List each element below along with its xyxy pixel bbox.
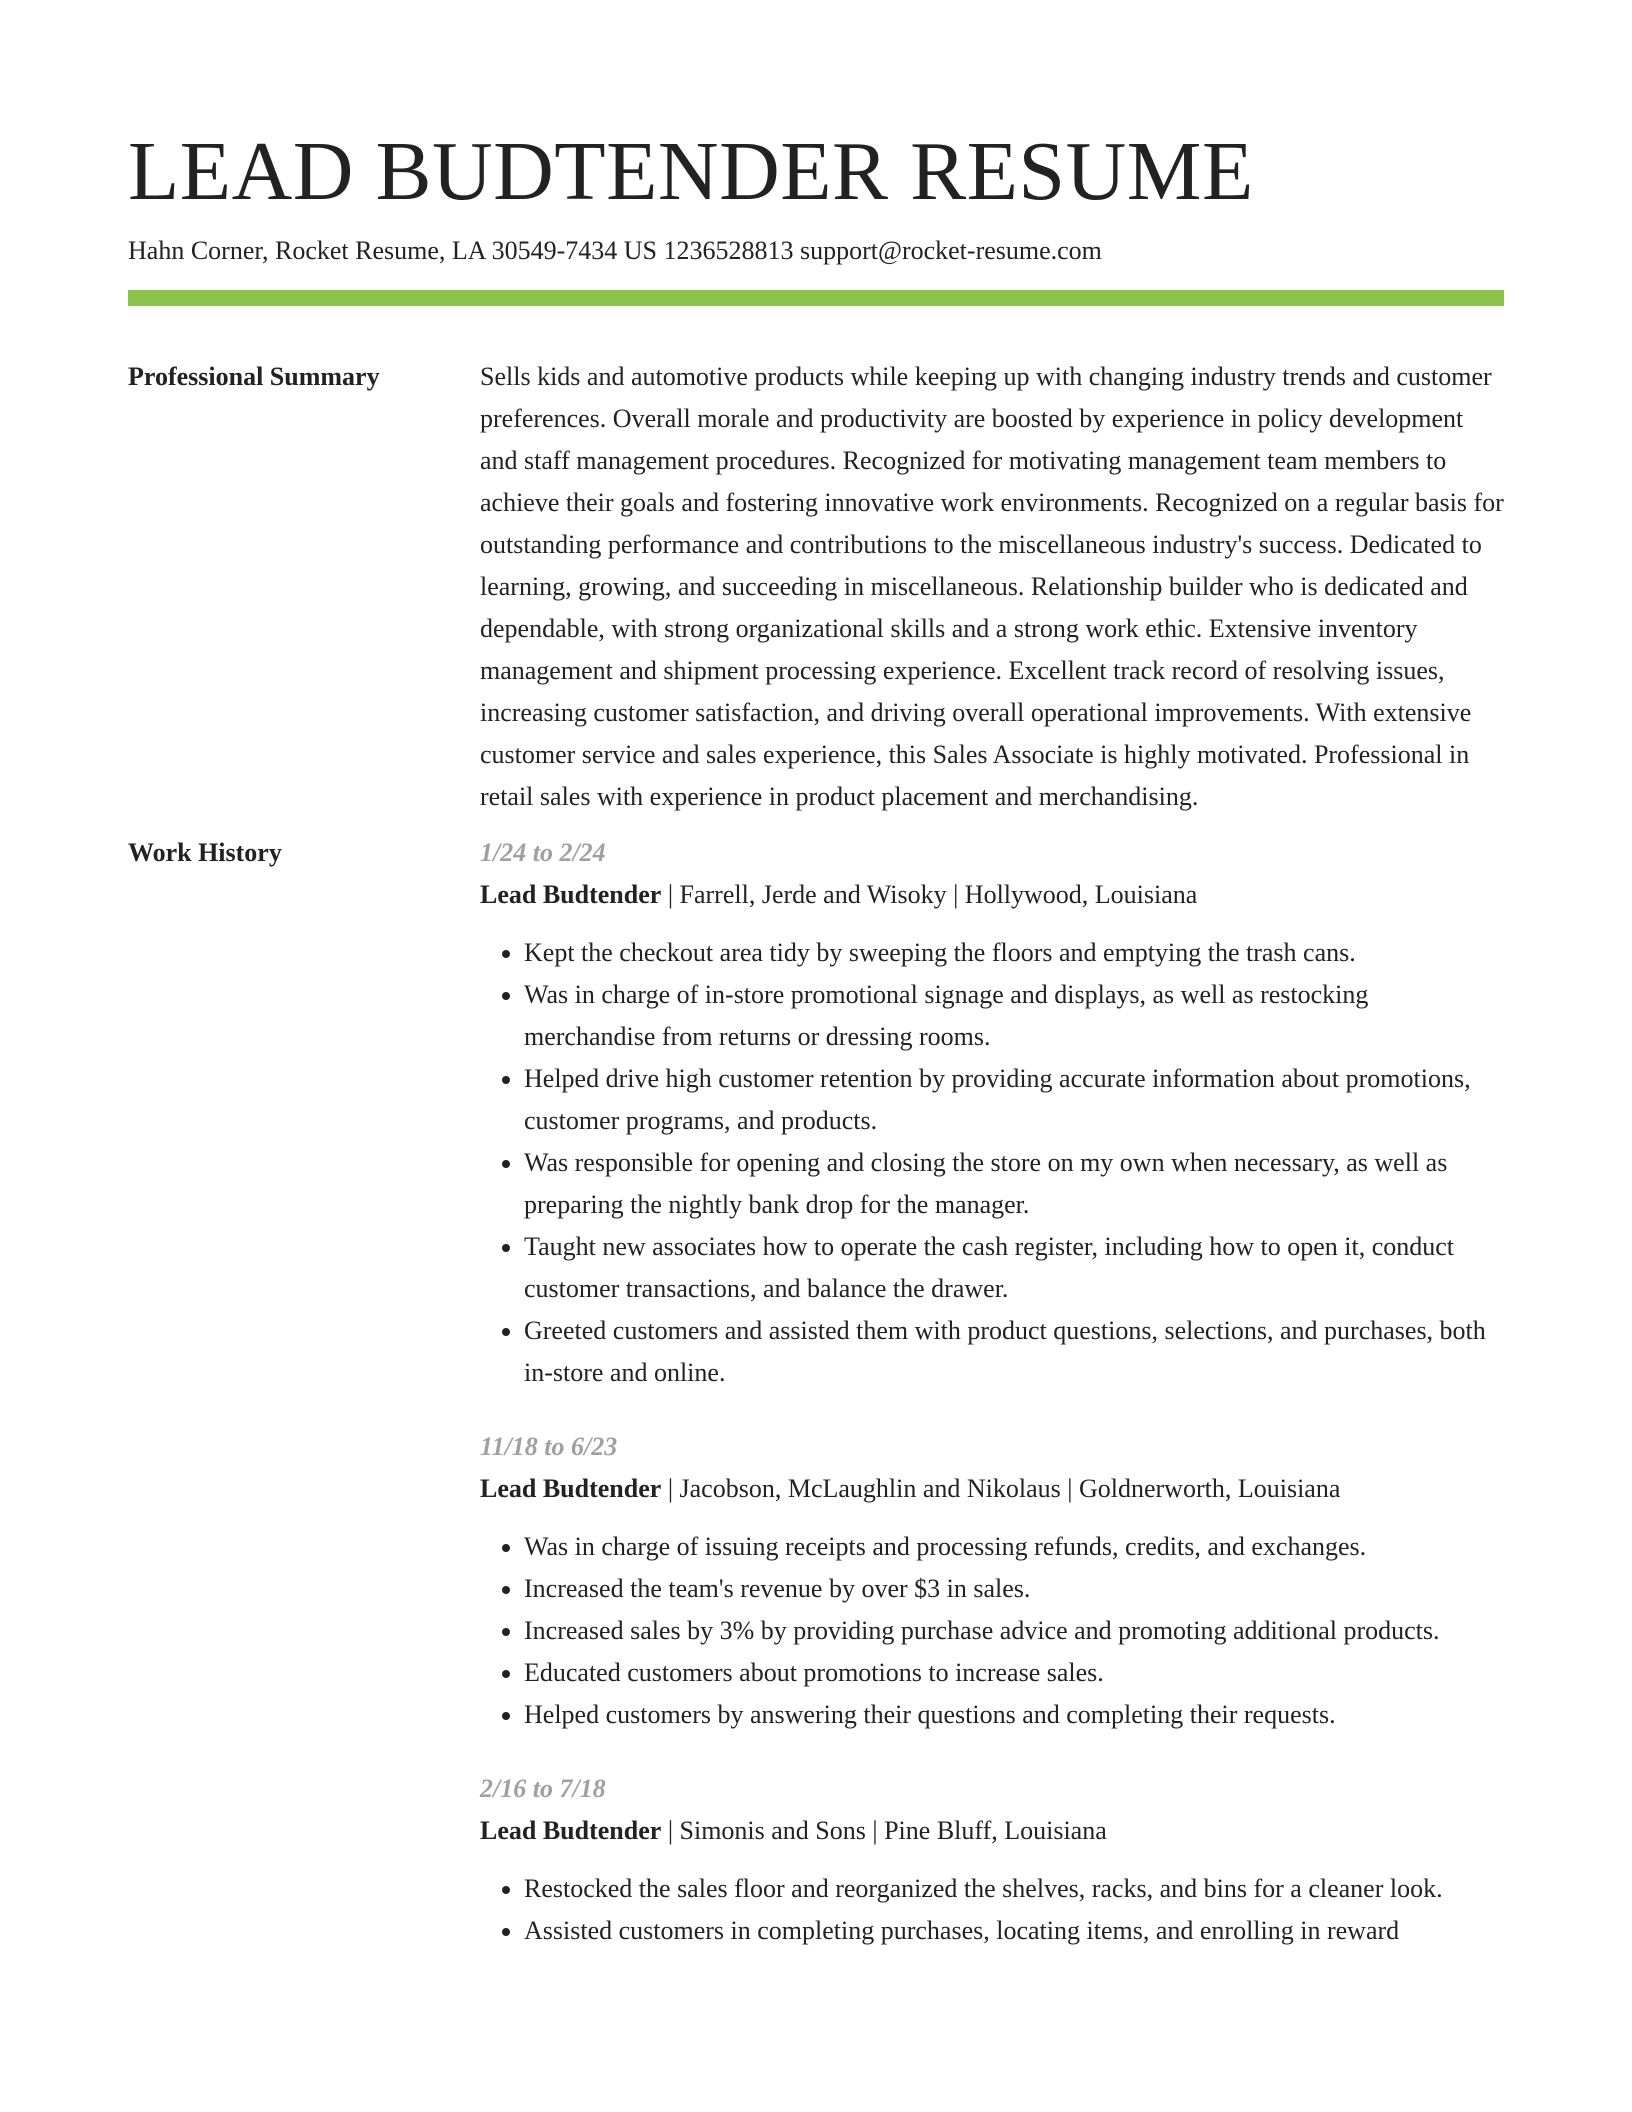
section-label-work-history: Work History xyxy=(128,838,282,867)
work-history-section xyxy=(128,832,1504,1984)
job-duties xyxy=(480,1526,1504,1736)
duty-item: • Helped drive high customer retention by providing accurate information about promotions, customer programs, and products. xyxy=(524,1058,1504,1142)
professional-summary-section xyxy=(128,356,1504,818)
duty-item: • Kept the checkout area tidy by sweeping the floors and emptying the trash cans. xyxy=(524,932,1504,974)
resume-page xyxy=(128,0,1504,1984)
resume-title: LEAD BUDTENDER RESUME xyxy=(128,125,1254,218)
job-heading xyxy=(480,1810,1504,1852)
duty-item: • Increased sales by 3% by providing purchase advice and promoting additional products. xyxy=(524,1610,1504,1652)
job-title: Lead Budtender xyxy=(480,1474,662,1503)
duty-item: • Assisted customers in completing purchases, locating items, and enrolling in reward xyxy=(524,1910,1504,1952)
duty-item: • Helped customers by answering their questions and completing their requests. xyxy=(524,1694,1504,1736)
job-heading xyxy=(480,1468,1504,1510)
job-entry xyxy=(480,832,1504,1394)
job-employer-location: | Simonis and Sons | Pine Bluff, Louisiana xyxy=(661,1816,1107,1845)
job-entry xyxy=(480,1426,1504,1736)
job-dates: 1/24 to 2/24 xyxy=(480,838,606,867)
job-duties xyxy=(480,932,1504,1394)
duty-item: • Educated customers about promotions to increase sales. xyxy=(524,1652,1504,1694)
section-label-summary: Professional Summary xyxy=(128,362,380,391)
duty-item: • Was in charge of issuing receipts and processing refunds, credits, and exchanges. xyxy=(524,1526,1504,1568)
job-employer-location: | Jacobson, McLaughlin and Nikolaus | Goldnerworth, Louisiana xyxy=(661,1474,1341,1503)
duty-item: • Greeted customers and assisted them with product questions, selections, and purchases, both in-store and online. xyxy=(524,1310,1504,1394)
job-title: Lead Budtender xyxy=(480,880,662,909)
duty-item: • Increased the team's revenue by over $3 in sales. xyxy=(524,1568,1504,1610)
job-dates: 11/18 to 6/23 xyxy=(480,1432,618,1461)
job-duties xyxy=(480,1868,1504,1952)
duty-item: • Was in charge of in-store promotional signage and displays, as well as restocking merchandise from returns or dressing rooms. xyxy=(524,974,1504,1058)
job-list xyxy=(480,832,1504,1984)
duty-item: • Taught new associates how to operate the cash register, including how to open it, conduct customer transactions, and balance the drawer. xyxy=(524,1226,1504,1310)
summary-text: Sells kids and automotive products while keeping up with changing industry trends and customer preferences. Overall morale and productivity are boosted by experience in policy development and staff management procedures. Recognized for motivating management team members to achieve their goals and fostering innovative work environments. Recognized on a regular basis for outstanding performance and contributions to the miscellaneous industry's success. Dedicated to learning, growing, and succeeding in miscellaneous. Relationship builder who is dedicated and dependable, with strong organizational skills and a strong work ethic. Extensive inventory management and shipment processing experience. Excellent track record of resolving issues, increasing customer satisfaction, and driving overall operational improvements. With extensive customer service and sales experience, this Sales Associate is highly motivated. Professional in retail sales with experience in product placement and merchandising. xyxy=(480,362,1504,811)
job-entry xyxy=(480,1768,1504,1952)
header-divider xyxy=(128,290,1504,306)
contact-info: Hahn Corner, Rocket Resume, LA 30549-7434 US 1236528813 support@rocket-resume.com xyxy=(128,236,1102,265)
duty-item: • Was responsible for opening and closing the store on my own when necessary, as well as preparing the nightly bank drop for the manager. xyxy=(524,1142,1504,1226)
duty-item: • Restocked the sales floor and reorganized the shelves, racks, and bins for a cleaner look. xyxy=(524,1868,1504,1910)
job-title: Lead Budtender xyxy=(480,1816,662,1845)
job-heading xyxy=(480,874,1504,916)
job-dates: 2/16 to 7/18 xyxy=(480,1774,606,1803)
job-employer-location: | Farrell, Jerde and Wisoky | Hollywood, Louisiana xyxy=(661,880,1198,909)
